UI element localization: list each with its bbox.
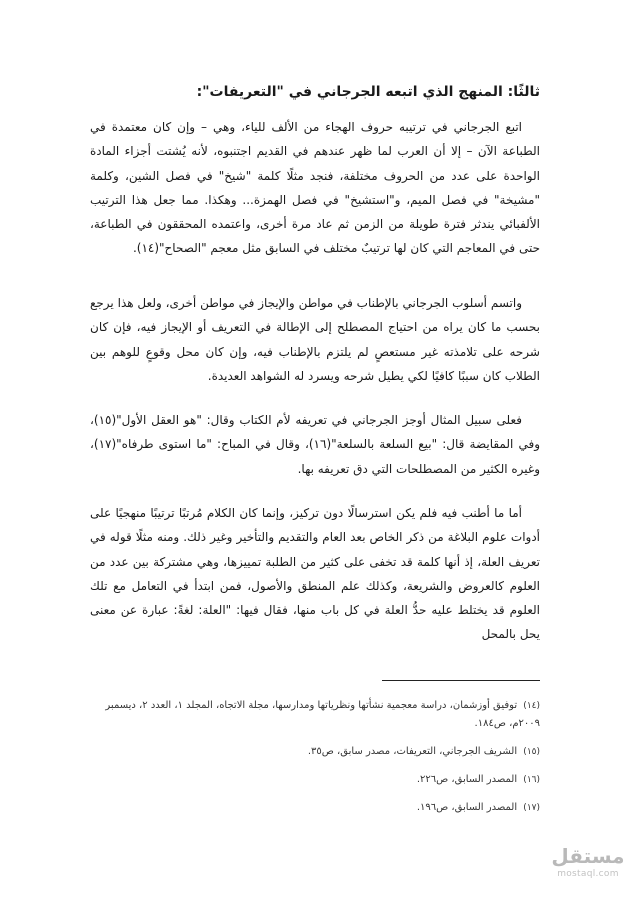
footnote-text: توفيق أوزشمان، دراسة معجمية نشأتها ونظرياتها ومدارسها، مجلة الاتجاه، المجلد ١، العدد ٢، ديسمبر ٢٠٠٩م، ص١٨٤. — [105, 700, 540, 729]
paragraph-1: اتبع الجرجاني في ترتيبه حروف الهجاء من الألف للياء، وهي – وإن كان معتمدة في الطباعة الآن – إلا أن العرب لما ظهر عندهم في القديم اجتنبوه، لأنه يُشتت أجزاء المادة الواحدة على عدد من الحروف مختلفة، فنجد مثلًا كلمة "شيخ" في فصل الشين، وكلمة "مشيخة" في فصل الميم، و"استشيخ" في فصل الهمزة... وهكذا. مما جعل هذا الترتيب الألفبائي يندثر فترة طويلة من الزمن ثم عاد مرة أخرى، واعتمده المحققون في الطباعة، حتى في المعاجم التي كان لها ترتيبٌ مختلف في السابق مثل معجم "الصحاح"(١٤). — [90, 120, 540, 256]
footnote-item — [90, 697, 540, 733]
mostaql-watermark-logo — [551, 843, 625, 893]
footnote-text: المصدر السابق، ص٢٢٦. — [416, 774, 518, 785]
footnote-text: المصدر السابق، ص١٩٦. — [416, 802, 518, 813]
watermark-latin: mostaql.com — [557, 869, 619, 879]
footnote-item — [90, 743, 540, 761]
paragraph-2: واتسم أسلوب الجرجاني بالإطناب في مواطن والإيجاز في مواطن أخرى، ولعل هذا يرجع بحسب ما كان يراه من احتياج المصطلح إلى الإطالة في التعريف أو الإيجاز فيه، فإن كان شرحه على تلامذته غير مستعصٍ لم يلتزم بالإطناب فيه، وإن كان محل وقوعٍ للوهم بين الطلاب كان سببًا كافيًا لكي يطيل شرحه ويسرد له الشواهد العديدة. — [90, 296, 540, 383]
footnote-text: الشريف الجرجاني، التعريفات، مصدر سابق، ص٣٥. — [307, 746, 518, 757]
footnote-number: (١٦) — [523, 775, 540, 785]
paragraph-4: أما ما أطنب فيه فلم يكن استرسالًا دون تركيز، وإنما كان الكلام مُرتبًا ترتيبًا منهجيًا على أدوات علوم البلاغة من ذكر الخاص بعد العام والتقديم والتأخير وغير ذلك. ومنه مثلًا قوله في تعريف العلة، إذ أنها كلمة قد تخفى على كثير من الطلبة تمييزها، وهي مشتركة بين عدد من العلوم كالعروض والشريعة، وكذلك علم المنطق والأصول، فمن ابتدأ في التعامل مع تلك العلوم قد يختلط عليه حدُّ العلة في كل باب منها، فقال فيها: "العلة: لغةً: عبارة عن معنى يحل بالمحل — [90, 506, 540, 642]
footnotes-list — [90, 697, 540, 827]
footnote-separator — [382, 680, 540, 681]
watermark-arabic: مستقل — [551, 844, 625, 868]
paragraph-3: فعلى سبيل المثال أوجز الجرجاني في تعريفه لأم الكتاب وقال: "هو العقل الأول"(١٥)، وفي المقايضة قال: "بيع السلعة بالسلعة"(١٦)، وقال في المباح: "ما استوى طرفاه"(١٧)، وغيره الكثير من المصطلحات التي دق تعريفه بها. — [90, 413, 540, 476]
section-heading: ثالثًا: المنهج الذي اتبعه الجرجاني في "التعريفات": — [196, 84, 540, 100]
footnote-number: (١٧) — [523, 803, 540, 813]
footnote-number: (١٤) — [523, 701, 540, 711]
footnote-number: (١٥) — [523, 747, 540, 757]
footnote-item — [90, 799, 540, 817]
footnote-item — [90, 771, 540, 789]
